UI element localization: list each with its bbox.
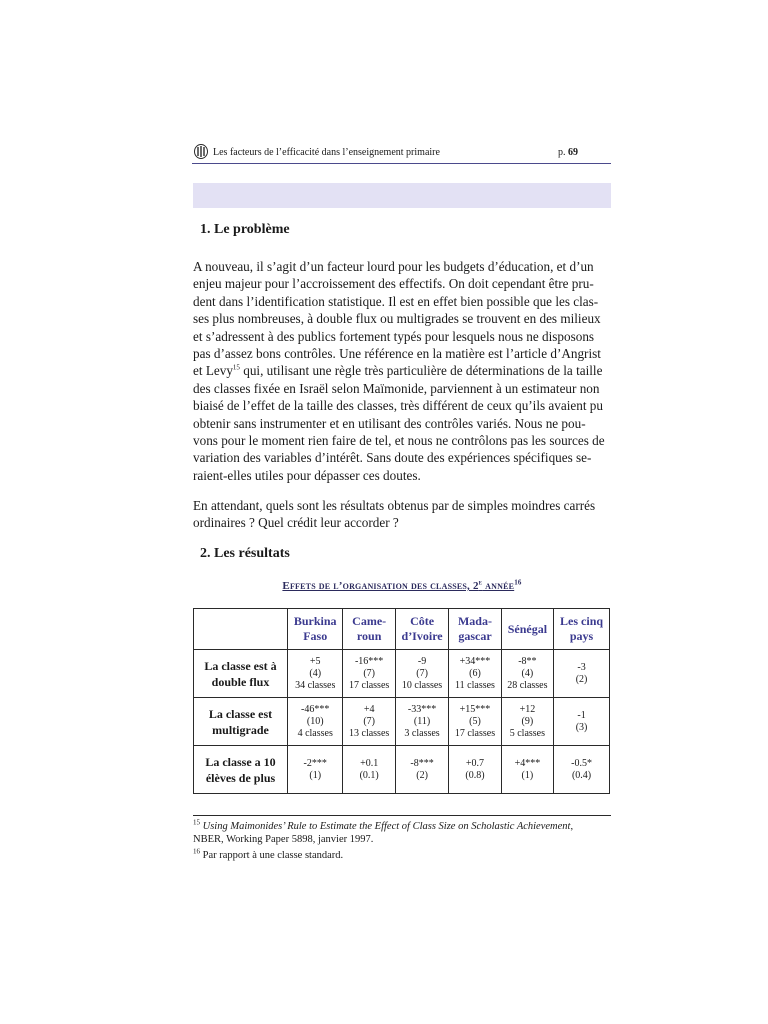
text-line: A nouveau, il s’agit d’un facteur lourd pour les budgets d’éducation, et d’un [193,259,594,274]
column-header: Les cinq pays [554,609,610,650]
page-number: p. 69 [558,147,578,158]
section-band [193,183,611,208]
table-cell: -2*** (1) [288,746,343,794]
text-line: biaisé de l’effet de la taille des classes, très différent de ceux qu’ils avaient pu [193,398,603,414]
section-title-resultats: 2. Les résultats [200,546,290,561]
column-header: Sénégal [501,609,553,650]
table-cell: +4*** (1) [501,746,553,794]
table-corner [194,609,288,650]
footnote-ref-15[interactable]: 15 [232,364,240,373]
table-cell: -3 (2) [554,650,610,698]
table-cell: -33*** (11) 3 classes [395,698,448,746]
text-line: et s’adressent à des publics fortement typés pour lesquels nous ne disposons [193,328,595,344]
footnote-ref-16[interactable]: 16 [514,578,522,587]
column-header: Came- roun [343,609,395,650]
table-cell: -8** (4) 28 classes [501,650,553,698]
table-cell: +0.1 (0.1) [343,746,395,794]
text-line: En attendant, quels sont les résultats obtenus par de simples moindres carrés [193,498,596,513]
paragraph-attente [193,497,611,532]
table-cell: +12 (9) 5 classes [501,698,553,746]
text-line: pas d’assez bons contrôles. Une référence en la matière est l’article d’Angrist [193,346,601,362]
table-cell: -16*** (7) 17 classes [343,650,395,698]
header-title: Les facteurs de l’efficacité dans l’enseignement primaire [213,147,440,158]
table-cell: -46*** (10) 4 classes [288,698,343,746]
paragraph-probleme [193,258,611,484]
table-cell: +4 (7) 13 classes [343,698,395,746]
text-line: des classes fixée en Israël selon Maïmonide, parviennent à un estimateur non [193,380,600,396]
footnote-divider [193,815,611,816]
table-cell: -9 (7) 10 classes [395,650,448,698]
table-cell: +0.7 (0.8) [449,746,501,794]
table-cell: +15*** (5) 17 classes [449,698,501,746]
text-line: dent dans l’identification statistique. Il est en effet bien possible que les clas- [193,293,599,309]
table-cell: -8*** (2) [395,746,448,794]
row-header: La classe est multigrade [194,698,288,746]
text-line: enjeu majeur pour l’accroissement des effectifs. On doit cependant être pru- [193,276,594,292]
column-header: Côte d’Ivoire [395,609,448,650]
table-cell: +5 (4) 34 classes [288,650,343,698]
section-title-probleme: 1. Le problème [200,222,290,237]
table-row [194,746,610,794]
table-cell: -0.5* (0.4) [554,746,610,794]
table-cell: +34*** (6) 11 classes [449,650,501,698]
text-line: obtenir sans instrumenter et en utilisant des contrôles variés. Nous ne pou- [193,415,586,431]
table-caption: Effets de l’organisation des classes, 2e année$^{16}$ [282,578,522,592]
footnote-15: $^{15}$ Using Maimonides’ Rule to Estimate the Effect of Class Size on Scholastic Achievement, NBER, Working Paper 5898, janvier 1997. [193,818,574,845]
text-line: variation des variables d’intérêt. Sans doute des expériences spécifiques se- [193,450,592,466]
footnote-16: $^{16}$ Par rapport à une classe standard. [193,847,344,861]
table-row [194,650,610,698]
figures-logo-icon [194,144,208,159]
running-header [192,143,611,164]
table-row [194,698,610,746]
row-header: La classe est à double flux [194,650,288,698]
column-header: Mada- gascar [449,609,501,650]
column-header: Burkina Faso [288,609,343,650]
row-header: La classe a 10 élèves de plus [194,746,288,794]
text-line: ordinaires ? Quel crédit leur accorder ? [193,515,399,531]
table-header-row [194,609,610,650]
text-line: ses plus nombreuses, à double flux ou multigrades se trouvent en des milieux [193,311,601,327]
table-cell: -1 (3) [554,698,610,746]
results-table [193,608,610,794]
text-line: et Levy$^{15}$ qui, utilisant une règle très particulière de déterminations de la taille [193,363,603,379]
text-line: vons pour le moment rien faire de tel, et nous ne contrôlons pas les sources de [193,433,605,449]
text-line: raient-elles utiles pour dépasser ces doutes. [193,467,421,483]
